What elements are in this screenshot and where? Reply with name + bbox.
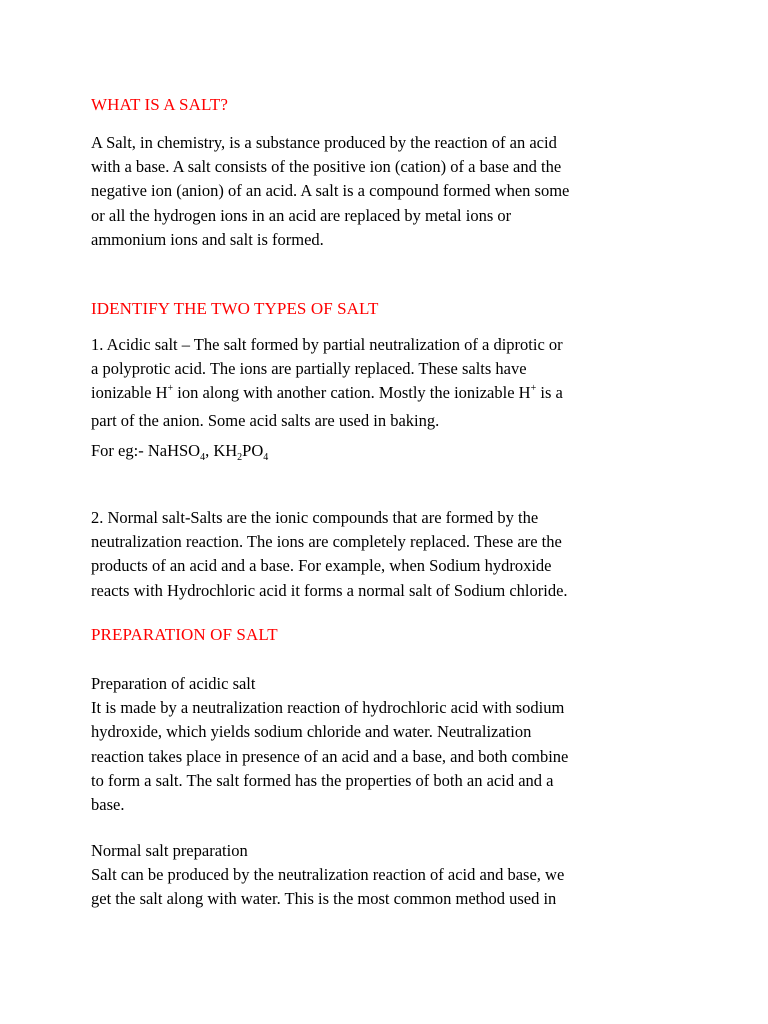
text-line: part of the anion. Some acid salts are used in baking.: [91, 410, 440, 430]
text-line: hydroxide, which yields sodium chloride and water. Neutralization: [91, 722, 532, 742]
text-fragment: ionizable H: [91, 383, 168, 403]
superscript-plus: +: [530, 383, 537, 395]
text-line: base.: [91, 795, 125, 815]
text-line: or all the hydrogen ions in an acid are replaced by metal ions or: [91, 205, 512, 225]
text-line: negative ion (anion) of an acid. A salt is a compound formed when some: [91, 181, 570, 201]
text-line: reaction takes place in presence of an acid and a base, and both combine: [91, 746, 569, 766]
paragraph-normal-salt: [91, 506, 681, 603]
text-line-ionizable: [91, 381, 681, 408]
paragraph-acidic-preparation: [91, 672, 681, 817]
paragraph-example: [91, 439, 681, 466]
text-line: neutralization reaction. The ions are completely replaced. These are the: [91, 532, 562, 552]
text-line: reacts with Hydrochloric acid it forms a normal salt of Sodium chloride.: [91, 580, 568, 600]
text-line-example: [91, 439, 681, 466]
text-line: 2. Normal salt-Salts are the ionic compounds that are formed by the: [91, 508, 539, 527]
text-line: a polyprotic acid. The ions are partially replaced. These salts have: [91, 359, 527, 379]
text-line: Normal salt preparation: [91, 841, 248, 860]
text-fragment: For eg:- NaHSO: [91, 441, 201, 460]
text-line: with a base. A salt consists of the positive ion (cation) of a base and the: [91, 157, 562, 177]
subscript: 4: [200, 452, 206, 463]
heading-two-types: IDENTIFY THE TWO TYPES OF SALT: [91, 299, 379, 318]
paragraph-salt-definition: [91, 131, 681, 252]
text-line: It is made by a neutralization reaction of hydrochloric acid with sodium: [91, 698, 565, 718]
text-line: Salt can be produced by the neutralization reaction of acid and base, we: [91, 865, 565, 885]
text-fragment: is a: [536, 383, 563, 403]
text-line: Preparation of acidic salt: [91, 674, 256, 693]
paragraph-acidic-salt: [91, 333, 681, 433]
text-fragment: ion along with another cation. Mostly the ionizable H: [173, 383, 531, 403]
subscript: 4: [263, 452, 269, 463]
heading-preparation: PREPARATION OF SALT: [91, 625, 278, 644]
text-line: products of an acid and a base. For example, when Sodium hydroxide: [91, 556, 552, 576]
heading-what-is-salt: WHAT IS A SALT?: [91, 95, 229, 114]
text-line: 1. Acidic salt – The salt formed by partial neutralization of a diprotic or: [91, 335, 563, 354]
text-line: A Salt, in chemistry, is a substance produced by the reaction of an acid: [91, 133, 557, 152]
text-line: get the salt along with water. This is the most common method used in: [91, 889, 557, 909]
text-line: ammonium ions and salt is formed.: [91, 229, 324, 249]
superscript-plus: +: [167, 383, 174, 395]
paragraph-normal-preparation: [91, 839, 681, 912]
text-fragment: PO: [242, 441, 264, 460]
text-fragment: , KH: [205, 441, 238, 460]
text-line: to form a salt. The salt formed has the properties of both an acid and a: [91, 770, 554, 790]
subscript: 2: [237, 452, 243, 463]
